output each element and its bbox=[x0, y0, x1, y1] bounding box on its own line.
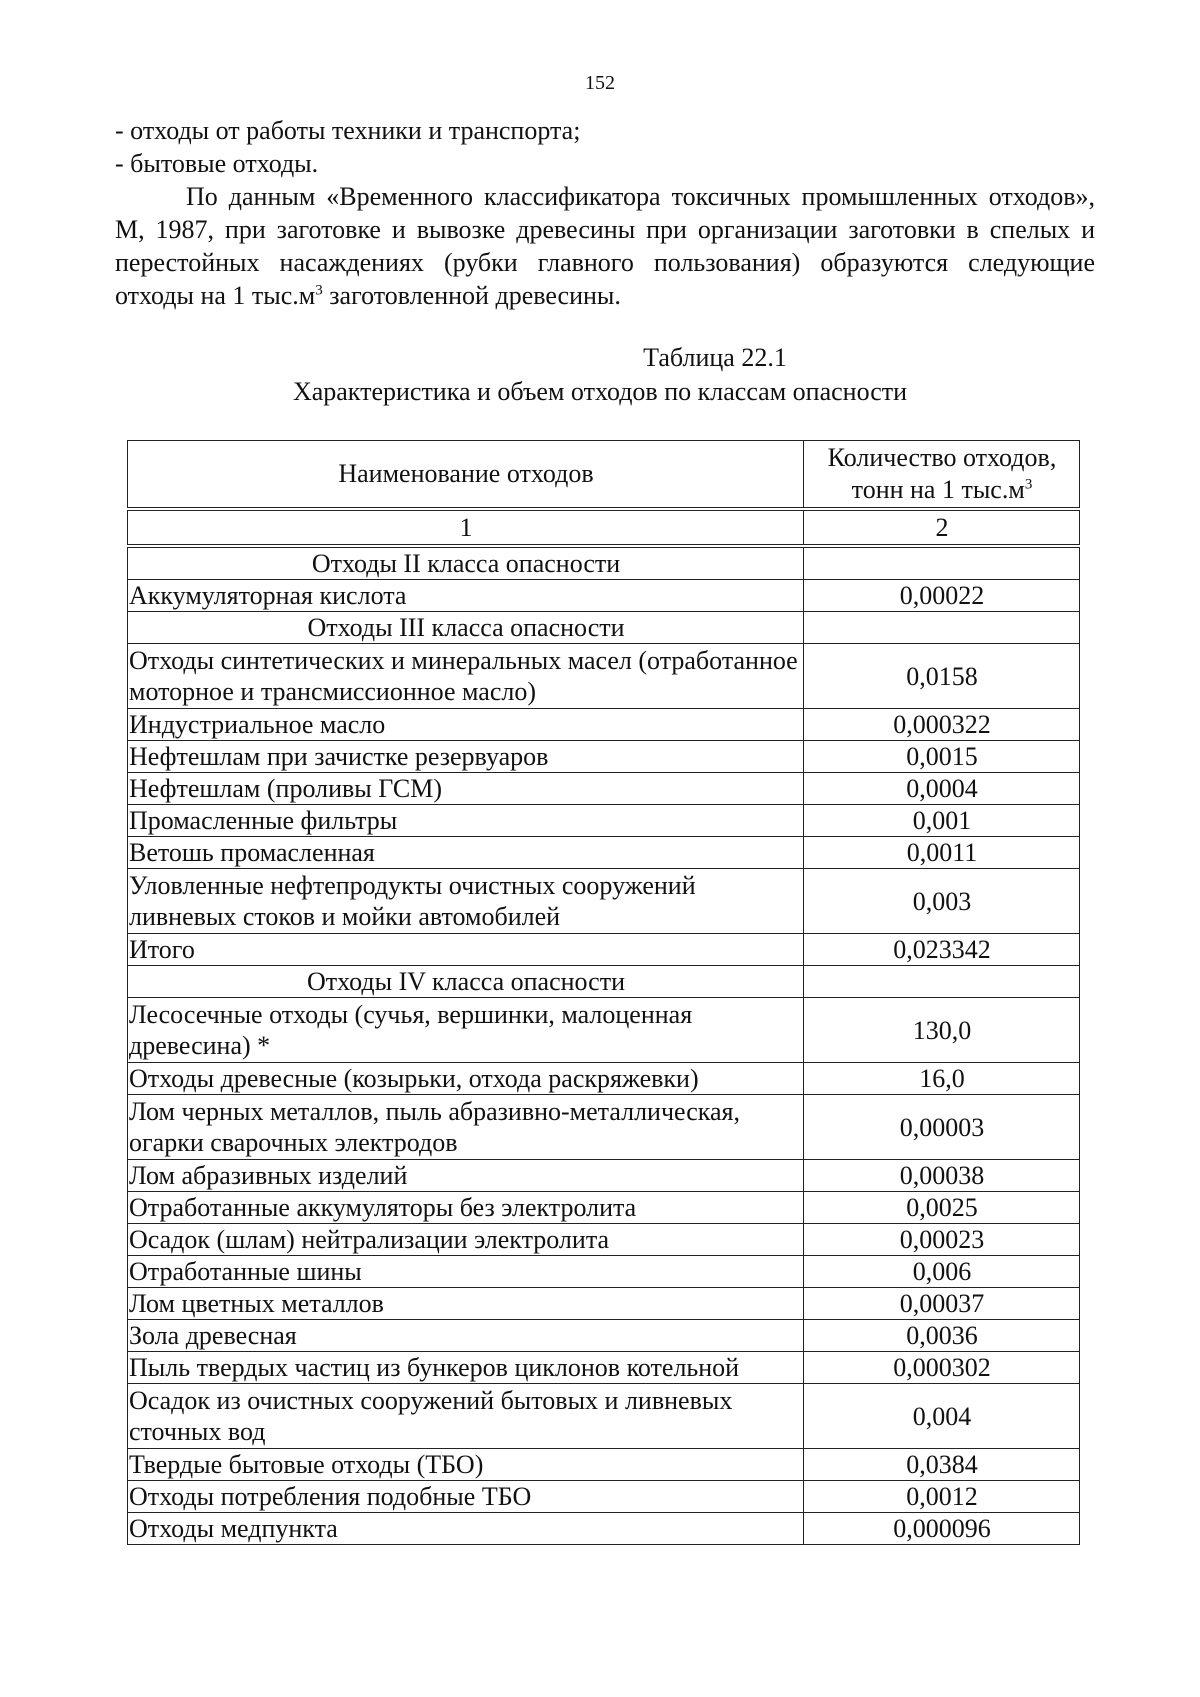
waste-name-cell: Лом абразивных изделий bbox=[128, 1160, 804, 1192]
waste-quantity-cell: 16,0 bbox=[804, 1063, 1080, 1095]
body-text bbox=[115, 114, 1095, 312]
waste-name-cell: Нефтешлам (проливы ГСМ) bbox=[128, 773, 804, 805]
waste-quantity-cell: 0,0384 bbox=[804, 1449, 1080, 1481]
table-row bbox=[128, 1192, 1080, 1224]
table-row bbox=[128, 741, 1080, 773]
waste-quantity-cell: 0,00023 bbox=[804, 1224, 1080, 1256]
table-row bbox=[128, 837, 1080, 869]
waste-name-cell: Осадок из очистных сооружений бытовых и ливневых сточных вод bbox=[128, 1384, 804, 1449]
waste-quantity-cell: 0,000302 bbox=[804, 1352, 1080, 1384]
waste-quantity-cell: 0,0036 bbox=[804, 1320, 1080, 1352]
table-row bbox=[128, 773, 1080, 805]
waste-quantity-cell: 0,00037 bbox=[804, 1288, 1080, 1320]
table-number: Таблица 22.1 bbox=[643, 343, 787, 372]
table-group-row bbox=[128, 548, 1080, 580]
waste-quantity-cell: 0,0004 bbox=[804, 773, 1080, 805]
waste-name-cell: Лом цветных металлов bbox=[128, 1288, 804, 1320]
header-quantity-line1: Количество отходов, bbox=[827, 443, 1057, 472]
waste-name-cell: Отработанные шины bbox=[128, 1256, 804, 1288]
waste-quantity-cell: 0,0025 bbox=[804, 1192, 1080, 1224]
waste-quantity-cell: 130,0 bbox=[804, 998, 1080, 1063]
waste-name-cell: Промасленные фильтры bbox=[128, 805, 804, 837]
waste-quantity-cell: 0,023342 bbox=[804, 934, 1080, 966]
waste-table bbox=[127, 440, 1080, 1545]
waste-quantity-cell: 0,0012 bbox=[804, 1481, 1080, 1513]
waste-name-cell: Отработанные аккумуляторы без электролита bbox=[128, 1192, 804, 1224]
waste-quantity-cell: 0,00003 bbox=[804, 1095, 1080, 1160]
waste-quantity-cell: 0,00022 bbox=[804, 580, 1080, 612]
waste-name-cell: Лом черных металлов, пыль абразивно-металлическая, огарки сварочных электродов bbox=[128, 1095, 804, 1160]
list-item-transport-waste: - отходы от работы техники и транспорта; bbox=[115, 116, 581, 145]
waste-name-cell: Уловленные нефтепродукты очистных сооружений ливневых стоков и мойки автомобилей bbox=[128, 869, 804, 934]
column-number-row bbox=[128, 511, 1080, 545]
table-row bbox=[128, 709, 1080, 741]
waste-quantity-cell: 0,0015 bbox=[804, 741, 1080, 773]
table-row bbox=[128, 644, 1080, 709]
waste-quantity-cell bbox=[804, 612, 1080, 644]
header-quantity-line2: тонн на 1 тыс.м bbox=[851, 475, 1025, 504]
table-row bbox=[128, 1288, 1080, 1320]
waste-quantity-cell: 0,0158 bbox=[804, 644, 1080, 709]
waste-quantity-cell: 0,000096 bbox=[804, 1513, 1080, 1545]
table-header-row bbox=[128, 441, 1080, 508]
table-row bbox=[128, 934, 1080, 966]
table-row bbox=[128, 1449, 1080, 1481]
waste-quantity-cell: 0,0011 bbox=[804, 837, 1080, 869]
waste-quantity-cell: 0,003 bbox=[804, 869, 1080, 934]
table-row bbox=[128, 998, 1080, 1063]
waste-name-cell: Осадок (шлам) нейтрализации электролита bbox=[128, 1224, 804, 1256]
waste-name-cell: Итого bbox=[128, 934, 804, 966]
table-row bbox=[128, 1095, 1080, 1160]
hazard-class-label: Отходы IV класса опасности bbox=[128, 966, 804, 998]
header-quantity-superscript: 3 bbox=[1024, 476, 1033, 493]
waste-quantity-cell bbox=[804, 548, 1080, 580]
table-title: Характеристика и объем отходов по классам опасности bbox=[292, 377, 908, 406]
waste-quantity-cell: 0,004 bbox=[804, 1384, 1080, 1449]
hazard-class-label: Отходы II класса опасности bbox=[128, 548, 804, 580]
list-item-household-waste: - бытовые отходы. bbox=[115, 149, 319, 178]
table-row bbox=[128, 1224, 1080, 1256]
waste-quantity-cell: 0,001 bbox=[804, 805, 1080, 837]
header-waste-name: Наименование отходов bbox=[128, 441, 804, 508]
waste-quantity-cell bbox=[804, 966, 1080, 998]
cubic-superscript: 3 bbox=[315, 282, 323, 299]
table-row bbox=[128, 1384, 1080, 1449]
waste-name-cell: Отходы медпункта bbox=[128, 1513, 804, 1545]
column-number-1: 1 bbox=[128, 511, 804, 545]
table-row bbox=[128, 1481, 1080, 1513]
waste-quantity-cell: 0,006 bbox=[804, 1256, 1080, 1288]
waste-name-cell: Отходы древесные (козырьки, отхода раскряжевки) bbox=[128, 1063, 804, 1095]
table-row bbox=[128, 805, 1080, 837]
waste-name-cell: Зола древесная bbox=[128, 1320, 804, 1352]
waste-name-cell: Индустриальное масло bbox=[128, 709, 804, 741]
table-row bbox=[128, 1256, 1080, 1288]
table-row bbox=[128, 1320, 1080, 1352]
waste-name-cell: Аккумуляторная кислота bbox=[128, 580, 804, 612]
waste-quantity-cell: 0,00038 bbox=[804, 1160, 1080, 1192]
page-number: 152 bbox=[585, 72, 615, 94]
waste-name-cell: Отходы потребления подобные ТБО bbox=[128, 1481, 804, 1513]
table-group-row bbox=[128, 612, 1080, 644]
table-row bbox=[128, 580, 1080, 612]
intro-paragraph-end: заготовленной древесины. bbox=[322, 281, 621, 310]
header-waste-quantity bbox=[804, 441, 1080, 508]
waste-quantity-cell: 0,000322 bbox=[804, 709, 1080, 741]
table-caption bbox=[0, 341, 1200, 409]
table-row bbox=[128, 1513, 1080, 1545]
waste-name-cell: Отходы синтетических и минеральных масел (отработанное моторное и трансмиссионное масло) bbox=[128, 644, 804, 709]
waste-name-cell: Ветошь промасленная bbox=[128, 837, 804, 869]
table-group-row bbox=[128, 966, 1080, 998]
waste-name-cell: Пыль твердых частиц из бункеров циклонов котельной bbox=[128, 1352, 804, 1384]
table-row bbox=[128, 1063, 1080, 1095]
intro-paragraph-text: По данным «Временного классификатора токсичных промышленных отходов», М, 1987, при заготовке и вывозке древесины при организации заготовки в спелых и перестойных насаждениях (рубки главного пользования) образуются следующие отходы на 1 тыс.м bbox=[115, 182, 1095, 310]
waste-name-cell: Твердые бытовые отходы (ТБО) bbox=[128, 1449, 804, 1481]
column-number-2: 2 bbox=[804, 511, 1080, 545]
waste-name-cell: Лесосечные отходы (сучья, вершинки, малоценная древесина) * bbox=[128, 998, 804, 1063]
waste-name-cell: Нефтешлам при зачистке резервуаров bbox=[128, 741, 804, 773]
table-row bbox=[128, 869, 1080, 934]
intro-paragraph bbox=[115, 180, 1095, 312]
table-row bbox=[128, 1352, 1080, 1384]
table-row bbox=[128, 1160, 1080, 1192]
hazard-class-label: Отходы III класса опасности bbox=[128, 612, 804, 644]
